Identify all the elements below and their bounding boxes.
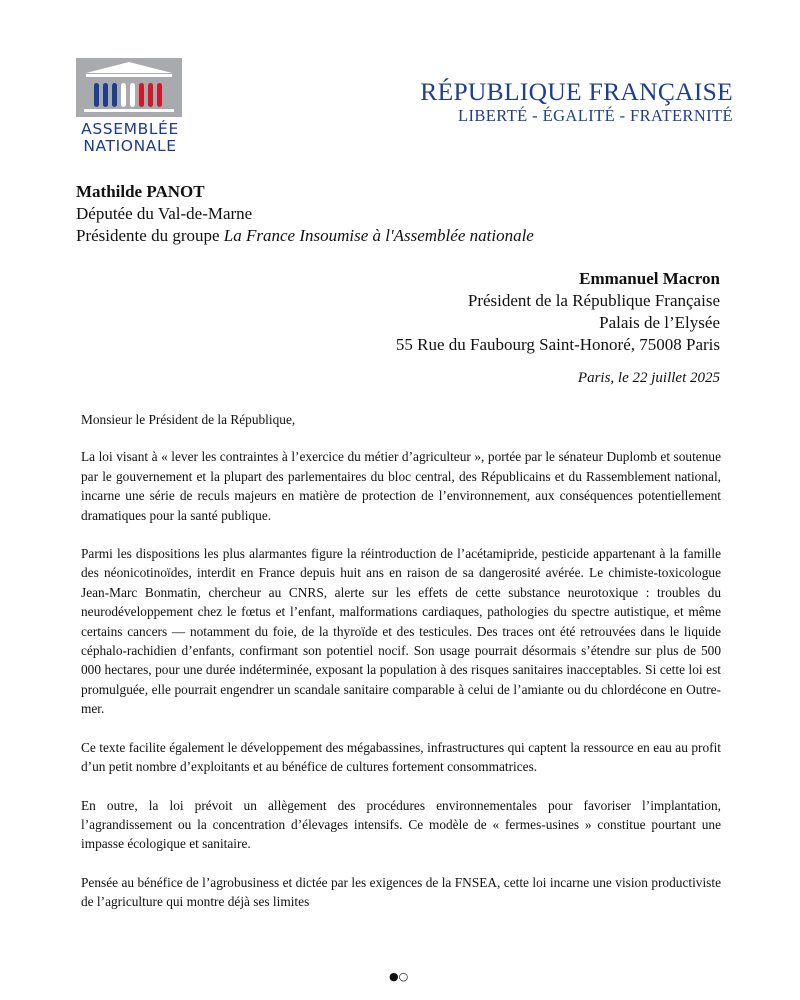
- recipient-title: Président de la République Française: [467, 291, 720, 310]
- sender-role: Députée du Val-de-Marne: [76, 204, 253, 223]
- filled-dot-icon: ●: [389, 970, 399, 983]
- sender-name: Mathilde PANOT: [76, 182, 205, 201]
- page-indicator: [389, 971, 408, 983]
- republic-title: RÉPUBLIQUE FRANÇAISE: [420, 77, 733, 106]
- sender-block: [76, 181, 534, 247]
- letter-body: [81, 410, 721, 931]
- recipient-place: Palais de l’Elysée: [599, 313, 720, 332]
- hollow-dot-icon: ○: [398, 970, 409, 983]
- logo-wordmark: [76, 121, 184, 155]
- republic-motto: LIBERTÉ - ÉGALITÉ - FRATERNITÉ: [458, 106, 733, 125]
- sender-group: [76, 225, 534, 247]
- paragraph-5: Pensée au bénéfice de l’agrobusiness et dictée par les exigences de la FNSEA, cette loi incarne une vision productiviste de l’agriculture qui montre déjà ses limites: [81, 874, 721, 910]
- paragraph-3: Ce texte facilite également le développement des mégabassines, infrastructures qui captent la ressource en eau au profit d’un petit nombre d’exploitants et au bénéfice de cultures fortement consommatrices.: [81, 739, 721, 775]
- assemblee-nationale-logo: [76, 58, 184, 154]
- logo-line2: NATIONALE: [83, 137, 177, 155]
- paragraph-4: En outre, la loi prévoit un allègement des procédures environnementales pour favoriser l’implantation, l’agrandissement ou la concentration d’élevages intensifs. Ce modèle de « fermes-usines » constitue pourtant une impasse écologique et sanitaire.: [81, 797, 721, 852]
- hemicycle-emblem-graphic: [76, 58, 182, 117]
- sender-group-prefix: Présidente du groupe: [76, 226, 224, 245]
- letter-date: Paris, le 22 juillet 2025: [577, 370, 720, 386]
- paragraph-2: Parmi les dispositions les plus alarmantes figure la réintroduction de l’acétamipride, pesticide appartenant à la famille des néonicotinoïdes, interdit en France depuis huit ans en raison de sa dangerosité avérée. Le chimiste-toxicologue Jean-Marc Bonmatin, chercheur au CNRS, alerte sur les effets de cette substance neurotoxique : troubles du neurodéveloppement chez le fœtus et l’enfant, malformations cardiaques, pathologies du spectre autistique, et même certains cancers — notamment du foie, de la thyroïde et des testicules. Des traces ont été retrouvées dans le liquide céphalo-rachidien d’enfants, confirmant son potentiel nocif. Son usage pourrait désormais s’étendre sur plus de 500 000 hectares, pour une durée indéterminée, exposant la population à des risques sanitaires inacceptables. Si cette loi est promulguée, elle pourrait engendrer un scandale sanitaire comparable à celui de l’amiante ou du chlordécone en Outre-mer.: [81, 546, 721, 717]
- republic-header: [420, 78, 733, 126]
- paragraph-1: La loi visant à « lever les contraintes à l’exercice du métier d’agriculteur », portée par le sénateur Duplomb et soutenue par le gouvernement et la plupart des parlementaires du bloc central, des Républicains et du Rassemblement national, incarne une série de reculs majeurs en matière de protection de l’environnement, aux conséquences potentiellement dramatiques pour la santé publique.: [81, 449, 721, 523]
- recipient-block: [396, 268, 720, 356]
- logo-line1: ASSEMBLÉE: [81, 120, 179, 138]
- recipient-name: Emmanuel Macron: [579, 269, 720, 288]
- recipient-address: 55 Rue du Faubourg Saint-Honoré, 75008 Paris: [395, 335, 720, 354]
- hemicycle-emblem-icon: [76, 58, 182, 117]
- sender-group-name: La France Insoumise à l'Assemblée nationale: [223, 226, 534, 245]
- salutation: Monsieur le Président de la République,: [81, 412, 296, 427]
